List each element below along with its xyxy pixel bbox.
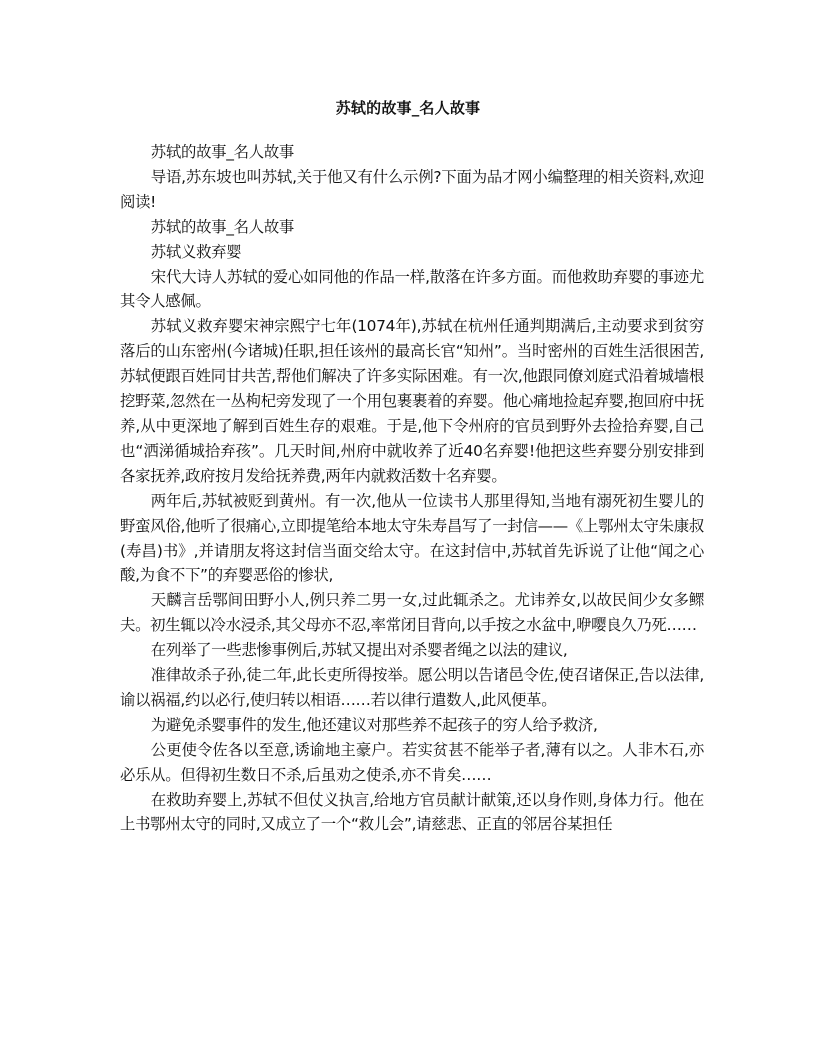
paragraph: 苏轼的故事_名人故事 [150, 143, 295, 161]
paragraph: 公更使令佐各以至意,诱谕地主豪户。若实贫甚不能举子者,薄有以之。人非木石,亦必乐从。但得初生数日不杀,后虽劝之使杀,亦不肯矣…… [120, 740, 704, 784]
document-body [120, 140, 704, 837]
paragraph: 苏轼的故事_名人故事 [150, 217, 295, 236]
paragraph: 为避免杀婴事件的发生,他还建议对那些养不起孩子的穷人给予救济, [150, 715, 598, 734]
paragraph: 苏轼义救弃婴 [150, 242, 242, 261]
paragraph: 苏轼义救弃婴宋神宗熙宁七年(1074年),苏轼在杭州任通判期满后,主动要求到贫穷落后的山东密州(今诸城)任职,担任该州的最高长官“知州”。当时密州的百姓生活很困苦,苏轼便跟百姓同甘共苦,帮他们解决了许多实际困难。有一次,他跟同僚刘庭式沿着城墙根挖野菜,忽然在一丛枸杞旁发现了一个用包裹裹着的弃婴。他心痛地捡起弃婴,抱回府中抚养,从中更深地了解到百姓生存的艰难。于是,他下令州府的官员到野外去捡拾弃婴,自己也“洒涕循城拾弃孩”。几天时间,州府中就收养了近40名弃婴!他把这些弃婴分别安排到各家抚养,政府按月发给抚养费,两年内就救活数十名弃婴。 [120, 317, 704, 485]
paragraph: 导语,苏东坡也叫苏轼,关于他又有什么示例?下面为品才网小编整理的相关资料,欢迎阅读! [120, 167, 704, 211]
paragraph: 在列举了一些悲惨事例后,苏轼又提出对杀婴者绳之以法的建议, [150, 641, 568, 660]
document-title: 苏轼的故事_名人故事 [335, 99, 481, 117]
paragraph: 天麟言岳鄂间田野小人,例只养二男一女,过此辄杀之。尤讳养女,以故民间少女多鳏夫。初生辄以冷水浸杀,其父母亦不忍,率常闭目背向,以手按之水盆中,咿嘤良久乃死…… [120, 591, 704, 635]
paragraph: 在救助弃婴上,苏轼不但仗义执言,给地方官员献计献策,还以身作则,身体力行。他在上书鄂州太守的同时,又成立了一个“救儿会”,请慈悲、正直的邻居谷某担任 [120, 790, 704, 834]
paragraph: 宋代大诗人苏轼的爱心如同他的作品一样,散落在许多方面。而他救助弃婴的事迹尤其令人感佩。 [120, 267, 704, 311]
paragraph: 两年后,苏轼被贬到黄州。有一次,他从一位读书人那里得知,当地有溺死初生婴儿的野蛮风俗,他听了很痛心,立即提笔给本地太守朱寿昌写了一封信——《上鄂州太守朱康叔(寿昌)书》,并请朋友将这封信当面交给太守。在这封信中,苏轼首先诉说了让他“闻之心酸,为食不下”的弃婴恶俗的惨状, [120, 491, 704, 585]
paragraph: 准律故杀子孙,徒二年,此长吏所得按举。愿公明以告诸邑令佐,使召诸保正,告以法律,谕以祸福,约以必行,使归转以相语……若以律行遣数人,此风便革。 [120, 666, 704, 709]
